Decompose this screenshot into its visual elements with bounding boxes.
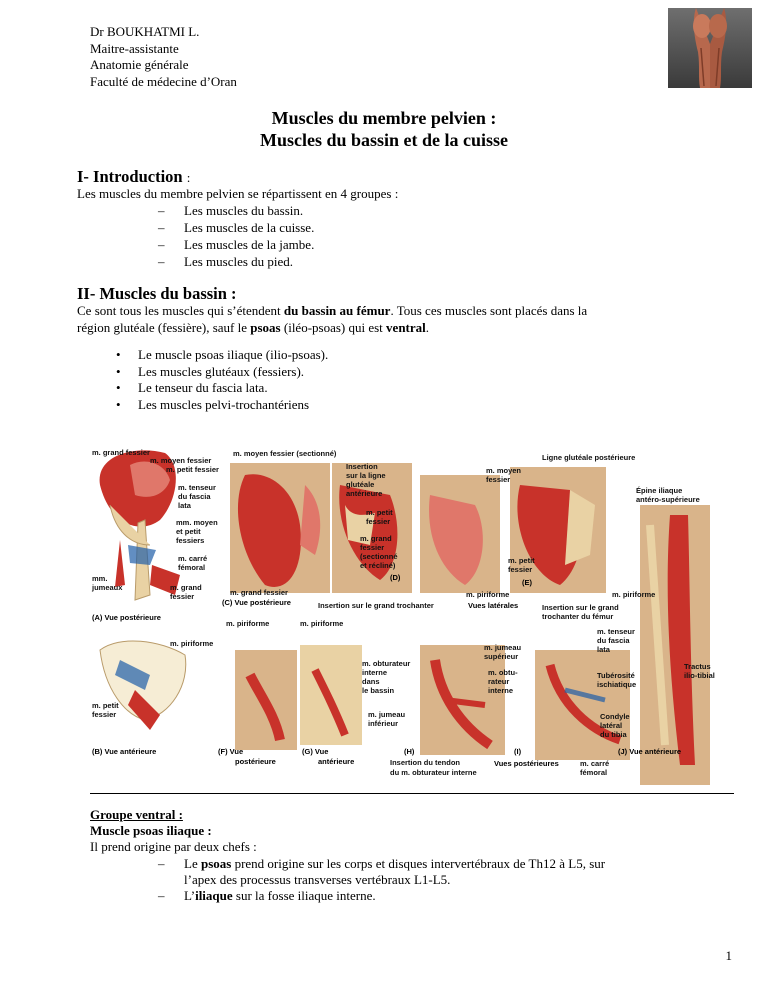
caption-g-1: (G) Vue xyxy=(302,747,329,756)
label-ligne-post: Ligne glutéale postérieure xyxy=(542,453,636,462)
list-item: – L’iliaque sur la fosse iliaque interne. xyxy=(158,888,376,903)
label-petit-c-2: fessier xyxy=(366,517,391,526)
label-obt-int-2: interne xyxy=(362,668,388,677)
label-tenseur-3: lata xyxy=(178,501,191,510)
caption-e: (E) xyxy=(522,578,532,587)
label-piriforme-g: m. piriforme xyxy=(300,619,344,628)
label-tractus-1: Tractus xyxy=(684,662,711,671)
label-jum-inf-2: inférieur xyxy=(368,719,399,728)
label-carre-i-1: m. carré xyxy=(580,759,610,768)
label-petit-b-2: fessier xyxy=(92,710,117,719)
label-grand-1: m. grand xyxy=(170,583,202,592)
label-obt-int-3: dans xyxy=(362,677,380,686)
bassin-heading: II- Muscles du bassin : xyxy=(77,284,237,303)
label-grand-2: fessier xyxy=(170,592,195,601)
panel-c-illustration xyxy=(230,463,330,593)
label-carre-i-2: fémoral xyxy=(580,768,608,777)
label-mm-moyen-1: mm. moyen xyxy=(176,518,218,527)
label-tenseur-j-1: m. tenseur xyxy=(597,627,635,636)
panel-fg-illustration xyxy=(235,645,362,750)
caption-f-1: (F) Vue xyxy=(218,747,244,756)
intro-heading xyxy=(77,167,190,187)
label-grand-c-3: (sectionné xyxy=(360,552,398,561)
intro-heading-text: I- Introduction xyxy=(77,167,183,186)
label-moyen-e-1: m. moyen xyxy=(486,466,522,475)
author-name: Dr BOUKHATMI L. xyxy=(90,24,200,39)
intro-list xyxy=(158,202,314,270)
label-jum-sup-2: supérieur xyxy=(484,652,519,661)
label-tenseur-j-3: lata xyxy=(597,645,610,654)
label-petit-e-1: m. petit xyxy=(508,556,535,565)
label-epine-1: Épine iliaque xyxy=(636,486,683,495)
bassin-bullet-list xyxy=(116,347,328,413)
label-insertion-gt: Insertion sur le grand trochanter xyxy=(318,601,434,610)
label-obt-int-1: m. obturateur xyxy=(362,659,411,668)
caption-vues-laterales: Vues latérales xyxy=(468,601,519,610)
label-piriforme: m. piriforme xyxy=(466,590,510,599)
label-grand-c-2: fessier xyxy=(360,543,385,552)
panel-hi-illustration xyxy=(420,645,630,760)
label-moyen-sectionne: m. moyen fessier (sectionné) xyxy=(233,449,337,458)
label-mm-moyen-2: et petit xyxy=(176,527,201,536)
psoas-origin-list xyxy=(158,856,605,904)
label-petit-c-1: m. petit xyxy=(366,508,393,517)
label-mm-moyen-3: fessiers xyxy=(176,536,205,545)
label-obtu-3: interne xyxy=(488,686,514,695)
label-epine-2: antéro-supérieure xyxy=(636,495,700,504)
label-tenseur-2: du fascia xyxy=(178,492,211,501)
list-item: • Le muscle psoas iliaque (ilio-psoas). xyxy=(116,347,329,362)
label-tenseur-1: m. tenseur xyxy=(178,483,216,492)
label-ins-tendon-1: Insertion du tendon xyxy=(390,758,460,767)
caption-i: (I) xyxy=(514,747,522,756)
label-petit-fessier: m. petit fessier xyxy=(166,465,219,474)
caption-vues-posterieures: Vues postérieures xyxy=(494,759,559,768)
label-piriforme-b: m. piriforme xyxy=(170,639,214,648)
label-insertion-1: Insertion xyxy=(346,462,378,471)
caption-a: (A) Vue postérieure xyxy=(92,613,161,622)
intro-heading-colon: : xyxy=(186,170,191,185)
legs-thumbnail-image xyxy=(668,8,752,88)
label-piriforme-f: m. piriforme xyxy=(226,619,270,628)
page-number: 1 xyxy=(725,948,732,963)
title-line-1: Muscles du membre pelvien : xyxy=(271,108,497,128)
panel-e-illustration xyxy=(420,467,606,593)
label-insertion-3: glutéale xyxy=(346,480,375,489)
label-ins-gt-femur-1: Insertion sur le grand xyxy=(542,603,619,612)
label-jum-inf-1: m. jumeau xyxy=(368,710,406,719)
label-condyle-1: Condyle xyxy=(600,712,630,721)
caption-g-2: antérieure xyxy=(318,757,355,766)
author-department: Anatomie générale xyxy=(90,57,189,72)
label-obt-int-4: le bassin xyxy=(362,686,395,695)
group-ventral-heading: Groupe ventral : xyxy=(90,807,183,822)
intro-text: Les muscles du membre pelvien se répartissent en 4 groupes : xyxy=(77,186,399,201)
list-item: – Les muscles du bassin. xyxy=(158,203,304,218)
caption-f-2: postérieure xyxy=(235,757,276,766)
label-jumeaux-2: jumeaux xyxy=(92,583,123,592)
label-tub-2: ischiatique xyxy=(597,680,637,689)
list-item: – Les muscles de la jambe. xyxy=(158,237,315,252)
label-grand-c-1: m. grand xyxy=(360,534,392,543)
caption-d: (D) xyxy=(390,573,401,582)
list-item: – Le psoas prend origine sur les corps et disques intervertébraux de Th12 à L5, sur xyxy=(158,856,606,871)
label-tenseur-j-2: du fascia xyxy=(597,636,630,645)
list-item: – Les muscles du pied. xyxy=(158,254,294,269)
author-block xyxy=(90,24,237,90)
bassin-paragraph: Ce sont tous les muscles qui s’étendent du bassin au fémur. Tous ces muscles sont placés dans la région glutéale (fessière), sauf le psoas (iléo-psoas) qui est ventral. xyxy=(77,303,588,335)
list-item: • Le tenseur du fascia lata. xyxy=(116,380,268,395)
page-title xyxy=(0,107,768,151)
label-obtu-2: rateur xyxy=(488,677,510,686)
label-insertion-4: antérieure xyxy=(346,489,383,498)
label-moyen-fessier: m. moyen fessier xyxy=(150,456,212,465)
section-divider xyxy=(90,793,734,794)
anatomy-figure xyxy=(90,445,720,790)
label-carre-2: fémoral xyxy=(178,563,206,572)
label-carre-1: m. carré xyxy=(178,554,208,563)
psoas-heading: Muscle psoas iliaque : xyxy=(90,823,212,838)
panel-j-illustration xyxy=(640,505,710,785)
label-insertion-2: sur la ligne xyxy=(346,471,386,480)
author-faculty: Faculté de médecine d’Oran xyxy=(90,73,237,89)
caption-j: (J) Vue antérieure xyxy=(618,747,682,756)
list-item-continuation: l’apex des processus transverses vertébraux L1-L5. xyxy=(184,872,451,887)
title-line-2: Muscles du bassin et de la cuisse xyxy=(259,130,509,150)
label-piriforme-2: m. piriforme xyxy=(612,590,656,599)
label-moyen-e-2: fessier xyxy=(486,475,511,484)
label-obtu-1: m. obtu- xyxy=(488,668,518,677)
label-condyle-2: latéral xyxy=(600,721,623,730)
caption-c: (C) Vue postérieure xyxy=(222,598,291,607)
psoas-origin-text: Il prend origine par deux chefs : xyxy=(90,839,257,854)
label-tub-1: Tubérosité xyxy=(597,671,635,680)
label-ins-gt-femur-2: trochanter du fémur xyxy=(542,612,614,621)
label-grand-fessier: m. grand fessier xyxy=(92,448,150,457)
label-petit-e-2: fessier xyxy=(508,565,533,574)
list-item: • Les muscles pelvi-trochantériens xyxy=(116,396,310,412)
caption-b: (B) Vue antérieure xyxy=(92,747,157,756)
list-item: • Les muscles glutéaux (fessiers). xyxy=(116,363,305,379)
label-condyle-3: du tibia xyxy=(600,730,627,739)
author-title: Maitre-assistante xyxy=(90,40,179,56)
list-item: – Les muscles de la cuisse. xyxy=(158,220,315,235)
label-tractus-2: ilio-tibial xyxy=(684,671,715,680)
label-grand-c-5: m. grand fessier xyxy=(230,588,288,597)
label-jumeaux-1: mm. xyxy=(92,574,108,583)
label-jum-sup-1: m. jumeau xyxy=(484,643,522,652)
label-petit-b-1: m. petit xyxy=(92,701,119,710)
caption-h: (H) xyxy=(404,747,415,756)
label-ins-tendon-2: du m. obturateur interne xyxy=(390,768,477,777)
label-grand-c-4: et récliné) xyxy=(360,561,396,570)
